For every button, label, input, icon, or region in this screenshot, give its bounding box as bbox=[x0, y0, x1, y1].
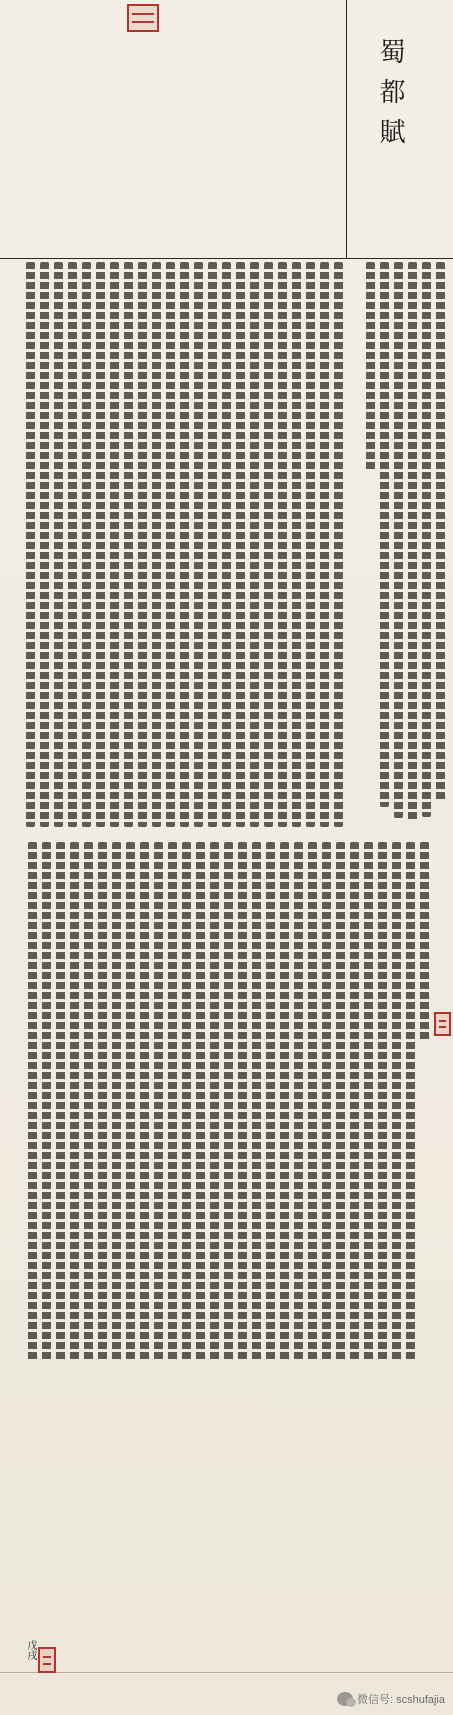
text-column bbox=[436, 262, 445, 802]
text-column bbox=[194, 262, 203, 827]
text-column bbox=[394, 262, 403, 818]
text-column bbox=[320, 262, 329, 827]
text-column bbox=[166, 262, 175, 827]
top-panel-divider bbox=[0, 258, 453, 259]
text-column bbox=[278, 262, 287, 827]
text-column bbox=[422, 262, 431, 817]
text-column bbox=[42, 842, 51, 1362]
text-column bbox=[168, 842, 177, 1362]
text-column bbox=[378, 842, 387, 1362]
text-column bbox=[154, 842, 163, 1362]
text-column bbox=[28, 842, 37, 1362]
text-column bbox=[350, 842, 359, 1362]
scroll-title: 蜀都賦 bbox=[375, 38, 405, 158]
text-column bbox=[420, 842, 429, 1042]
top-panel-right-rule bbox=[346, 0, 347, 258]
text-column bbox=[334, 262, 343, 827]
text-column bbox=[182, 842, 191, 1362]
text-column bbox=[238, 842, 247, 1362]
text-column bbox=[280, 842, 289, 1362]
text-column bbox=[196, 842, 205, 1362]
text-column bbox=[140, 842, 149, 1362]
text-column bbox=[54, 262, 63, 827]
text-column bbox=[322, 842, 331, 1362]
text-column bbox=[40, 262, 49, 827]
text-column bbox=[126, 842, 135, 1362]
text-column bbox=[82, 262, 91, 827]
text-column bbox=[84, 842, 93, 1362]
text-column bbox=[236, 262, 245, 827]
text-column bbox=[392, 842, 401, 1362]
text-column bbox=[110, 262, 119, 827]
watermark bbox=[337, 1691, 445, 1707]
text-column bbox=[26, 262, 35, 827]
text-column bbox=[96, 262, 105, 827]
wechat-icon bbox=[337, 1692, 353, 1706]
text-panel-divider bbox=[0, 1672, 453, 1673]
text-column bbox=[224, 842, 233, 1362]
text-column bbox=[138, 262, 147, 827]
text-column bbox=[294, 842, 303, 1362]
text-column bbox=[180, 262, 189, 827]
text-column bbox=[152, 262, 161, 827]
text-column bbox=[266, 842, 275, 1362]
text-column bbox=[366, 262, 375, 472]
artist-signature: 戊戌 bbox=[25, 1640, 36, 1660]
text-column bbox=[98, 842, 107, 1362]
text-column bbox=[380, 262, 389, 807]
lower-text-columns bbox=[0, 842, 453, 1662]
text-column bbox=[56, 842, 65, 1362]
text-column bbox=[252, 842, 261, 1362]
text-column bbox=[210, 842, 219, 1362]
text-column bbox=[70, 842, 79, 1362]
text-column bbox=[222, 262, 231, 827]
text-column bbox=[406, 842, 415, 1362]
text-column bbox=[306, 262, 315, 827]
text-column bbox=[408, 262, 417, 822]
text-column bbox=[308, 842, 317, 1362]
upper-text-columns bbox=[0, 262, 453, 832]
top-seal-stamp bbox=[127, 4, 159, 32]
text-column bbox=[292, 262, 301, 827]
text-column bbox=[68, 262, 77, 827]
text-column bbox=[208, 262, 217, 827]
text-column bbox=[364, 842, 373, 1362]
text-column bbox=[264, 262, 273, 827]
text-column bbox=[336, 842, 345, 1362]
text-column bbox=[250, 262, 259, 827]
text-column bbox=[112, 842, 121, 1362]
text-column bbox=[124, 262, 133, 827]
watermark-text: 微信号: scshufajia bbox=[356, 1694, 445, 1706]
